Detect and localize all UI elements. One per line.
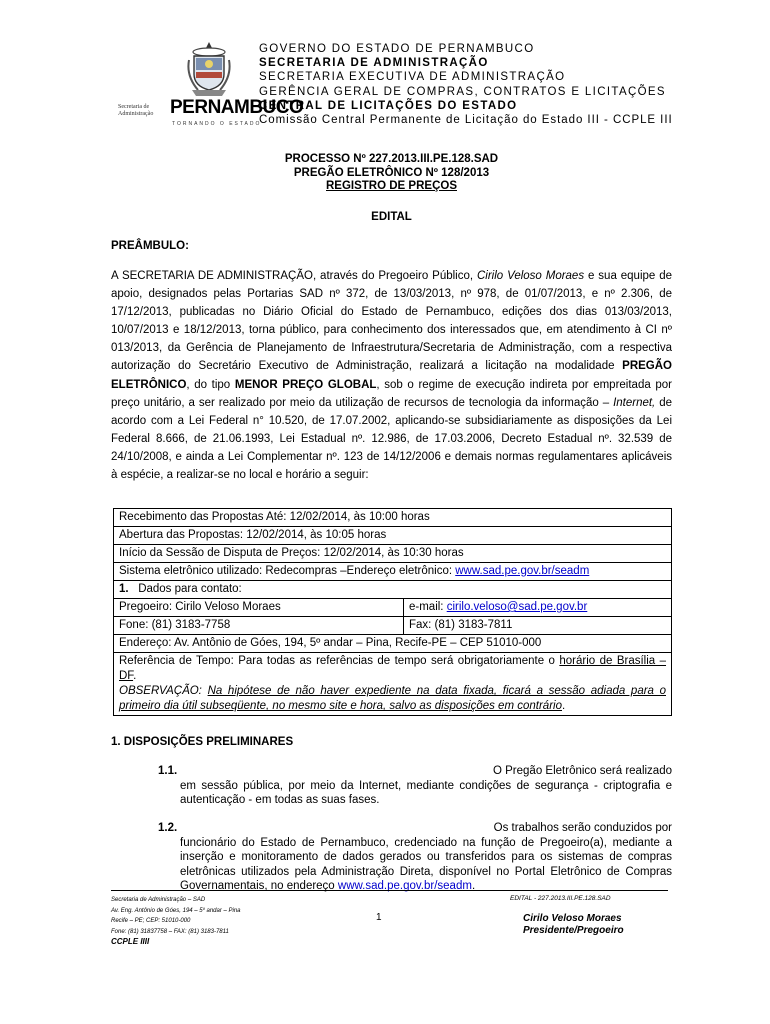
table-row: [114, 527, 672, 545]
list-item: 1.1. O Pregão Eletrônico será realizado em sessão pública, por meio da Internet, mediante condições de segurança - criptografia e autenticação - em todas as suas fases.: [158, 765, 672, 807]
pernambuco-tagline: TORNANDO O ESTADO: [172, 121, 262, 127]
table-row: [114, 563, 672, 581]
list-item: 1.2. Os trabalhos serão conduzidos por funcionário do Estado de Pernambuco, credenciado na função de Pregoeiro(a), mediante a inserção e monitoramento de dados gerados ou transferidos para os sistemas de compras eletrônicas utilizados pela Administração Direta, disponível no Portal Eletrônico de Compras Governamentais, no endereço www.sad.pe.gov.br/seadm.: [158, 822, 672, 893]
table-row: [114, 635, 672, 653]
table-row: [114, 545, 672, 563]
table-row: [114, 653, 672, 716]
footer-edital-ref: EDITAL - 227.2013.III.PE.128.SAD: [510, 895, 611, 902]
pregoeiro-name: Cirilo Veloso Moraes: [476, 270, 585, 282]
email-cell: e-mail: cirilo.veloso@sad.pe.gov.br: [404, 599, 672, 617]
email-link[interactable]: cirilo.veloso@sad.pe.gov.br: [446, 601, 588, 613]
coat-of-arms-logo: [186, 40, 232, 98]
header-block: [259, 42, 673, 127]
pregao-number: PREGÃO ELETRÔNICO Nº 128/2013: [293, 166, 490, 179]
sistema-cell: Sistema eletrônico utilizado: Redecompras –Endereço eletrônico: www.sad.pe.gov.br/seadm: [114, 563, 672, 581]
endereco-cell: Endereço: Av. Antônio de Góes, 194, 5º andar – Pina, Recife-PE – CEP 51010-000: [114, 635, 672, 653]
table-row: [114, 509, 672, 527]
pregoeiro-cell: Pregoeiro: Cirilo Veloso Moraes: [114, 599, 404, 617]
signer-block: [523, 913, 624, 937]
seadm-link[interactable]: www.sad.pe.gov.br/seadm: [337, 880, 472, 893]
fax-cell: Fax: (81) 3183-7811: [404, 617, 672, 635]
preambulo-heading: PREÂMBULO:: [111, 240, 189, 252]
header-line: SECRETARIA EXECUTIVA DE ADMINISTRAÇÃO: [259, 71, 566, 84]
signer-role: Presidente/Pregoeiro: [523, 925, 624, 936]
signer-name: Cirilo Veloso Moraes: [523, 913, 622, 924]
edital-heading: EDITAL: [371, 211, 412, 223]
sistema-link[interactable]: www.sad.pe.gov.br/seadm: [455, 565, 590, 577]
table-row: [114, 617, 672, 635]
registro-de-precos: REGISTRO DE PREÇOS: [326, 180, 457, 192]
header-line: Comissão Central Permanente de Licitação do Estado III - CCPLE III: [259, 114, 673, 127]
contato-cell: 1. Dados para contato:: [114, 581, 672, 599]
recebimento-cell: Recebimento das Propostas Até: 12/02/2014, às 10:00 horas: [114, 509, 672, 527]
abertura-cell: Abertura das Propostas: 12/02/2014, às 10:05 horas: [114, 527, 672, 545]
document-titles: [111, 153, 672, 194]
header-line: CENTRAL DE LICITAÇÕES DO ESTADO: [259, 99, 518, 112]
pernambuco-logo-text: PERNAMBUCO: [170, 97, 304, 118]
page-number: 1: [376, 912, 382, 923]
footer-divider: [111, 890, 668, 891]
ccple-label: CCPLE IIII: [111, 937, 150, 946]
referencia-cell: Referência de Tempo: Para todas as referências de tempo será obrigatoriamente o horário de Brasília – DF. OBSERVAÇÃO: Na hipótese de não haver expediente na data fixada, ficará a sessão adiada para o primeiro dia útil subseqüente, no mesmo site e hora, salvo as disposições em contrário.: [114, 653, 672, 716]
header-line: GOVERNO DO ESTADO DE PERNAMBUCO: [259, 43, 535, 55]
table-row: [114, 599, 672, 617]
header-line: GERÊNCIA GERAL DE COMPRAS, CONTRATOS E LICITAÇÕES: [259, 85, 666, 98]
table-row: [114, 581, 672, 599]
info-table: [113, 508, 672, 716]
secretaria-label: Secretaria de Administração: [118, 104, 154, 117]
preamble-paragraph: A SECRETARIA DE ADMINISTRAÇÃO, através do Pregoeiro Público, Cirilo Veloso Moraes e sua equipe de apoio, designados pelas Portarias SAD nº 372, de 13/03/2013, nº 978, de 01/07/2013, e nº 2.306, de 17/12/2013, publicadas no Diário Oficial do Estado de Pernambuco, edições dos dias 013/03/2013, 10/07/2013 e 18/12/2013, torna público, para conhecimento dos interessados que, em atendimento à CI nº 013/2013, da Gerência de Planejamento de Infraestrutura/Secretaria de Administração, com a respectiva autorização do Secretário Executivo de Administração, realizará a licitação na modalidade PREGÃO ELETRÔNICO, do tipo MENOR PREÇO GLOBAL, sob o regime de execução indireta por empreitada por preço unitário, a ser realizado por meio da utilização de recursos de tecnologia da informação – Internet, de acordo com a Lei Federal n° 10.520, de 17.07.2002, aplicando-se subsidiariamente as disposições da Lei Federal 8.666, de 21.06.1993, Lei Estadual nº. 12.986, de 17.03.2006, Decreto Estadual nº. 32.539 de 24/10/2008, e ainda a Lei Complementar nº. 123 de 14/12/2006 e demais normas regulamentares aplicáveis à espécie, a realizar-se no local e horário a seguir:: [111, 270, 672, 482]
inicio-cell: Início da Sessão de Disputa de Preços: 12/02/2014, às 10:30 horas: [114, 545, 672, 563]
section-1-title: 1. DISPOSIÇÕES PRELIMINARES: [111, 736, 294, 748]
footer-address: Secretaria de Administração – SAD Av. Eng. Antônio de Góes, 194 – 5º andar – Pina Recife – PE; CEP: 51010-000 Fone: (81) 31837758 – FAX: (81) 3183-7811 CCPLE IIII: [111, 897, 241, 946]
header-line: SECRETARIA DE ADMINISTRAÇÃO: [259, 57, 489, 70]
processo-number: PROCESSO Nº 227.2013.III.PE.128.SAD: [284, 153, 499, 165]
fone-cell: Fone: (81) 3183-7758: [114, 617, 404, 635]
